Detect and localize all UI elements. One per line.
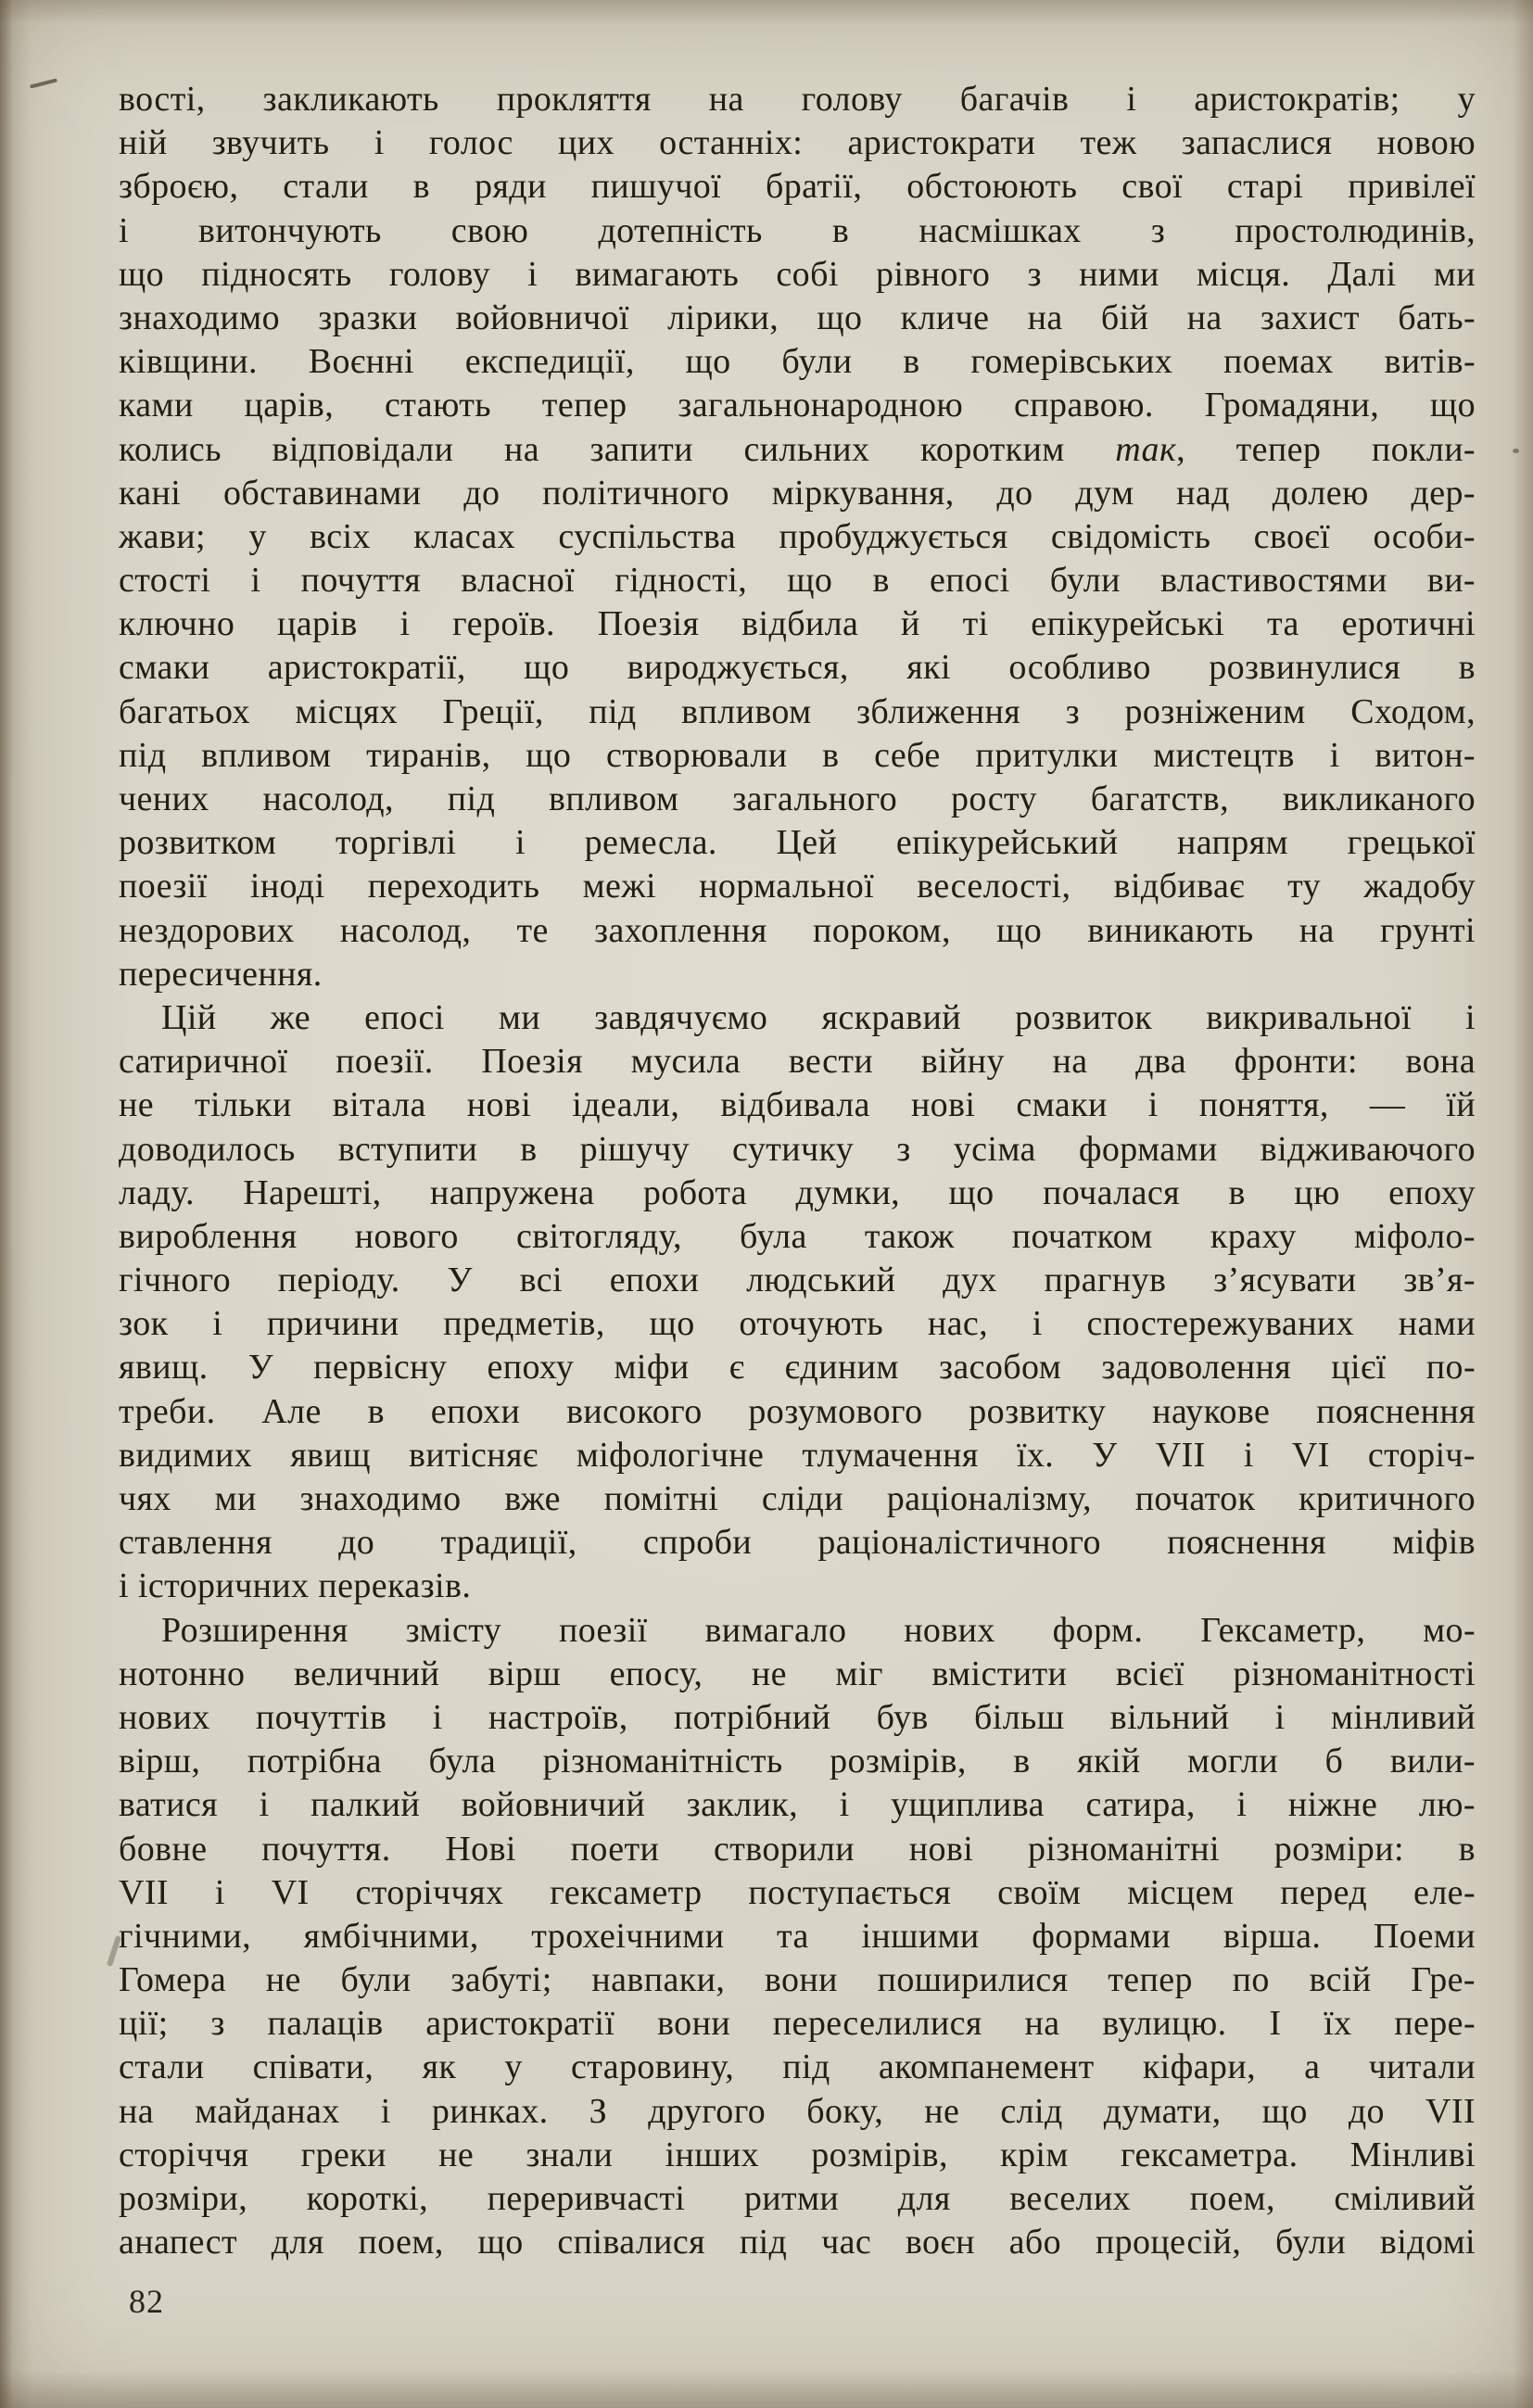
text-line: Цій же епосі ми завдячуємо яскравий розвиток викривальної і [161,997,1476,1037]
text-line: чях ми знаходимо вже помітні сліди раціоналізму, початок критичного [119,1479,1476,1518]
text-line: гічного періоду. У всі епохи людський дух прагнув з’ясувати зв’я- [119,1261,1476,1300]
text-line: доводилось вступити в рішучу сутичку з усіма формами відживаючого [119,1129,1476,1169]
text-line: VII і VI сторіччях гексаметр поступається своїм місцем перед еле- [119,1872,1476,1912]
text-line: бовне почуття. Нові поети створили нові різноманітні розміри: в [119,1829,1476,1869]
text-line: розвитком торгівлі і ремесла. Цей епікурейський напрям грецької [119,823,1476,863]
text-block [119,78,1476,2264]
text-line: анапест для поем, що співалися під час воєн або процесій, були відомі [119,2223,1476,2262]
text-line: вості, закликають прокляття на голову багачів і аристократів; у [119,80,1476,119]
text-line: не тільки вітала нові ідеали, відбивала нові смаки і поняття, — їй [119,1085,1476,1125]
text-line: поезії іноді переходить межі нормальної веселості, відбиває ту жадобу [119,867,1476,906]
text-line: багатьох місцях Греції, під впливом зближення з розніженим Сходом, [119,691,1476,731]
text-line: стали співати, як у старовину, під акомпанемент кіфари, а читали [119,2047,1476,2087]
text-line: що підносять голову і вимагають собі рівного з ними місця. Далі ми [119,254,1476,294]
text-line: явищ. У первісну епоху міфи є єдиним засобом задоволення цієї по- [119,1348,1476,1388]
text-line: під впливом тиранів, що створювали в себе притулки мистецтв і витон- [119,735,1476,775]
text-line: зок і причини предметів, що оточують нас, і спостережуваних нами [119,1304,1476,1344]
text-line: сторіччя греки не знали інших розмірів, крім гексаметра. Мінливі [119,2135,1476,2174]
text-line: Гомера не були забуті; навпаки, вони поширилися тепер по всій Гре- [119,1960,1476,2000]
text-line: ключно царів і героїв. Поезія відбила й ті епікурейські та еротичні [119,604,1476,644]
text-line: чених насолод, під впливом загального росту багатств, викликаного [119,779,1476,818]
text-line: нотонно величний вірш епосу, не міг вмістити всієї різноманітності [119,1654,1476,1693]
page-number: 82 [129,2283,164,2320]
text-line: на майданах і ринках. З другого боку, не слід думати, що до VII [119,2091,1476,2131]
pen-mark-artifact [30,78,57,88]
text-line: стості і почуття власної гідності, що в епосі були властивостями ви- [119,561,1476,601]
italic-word: так [1115,429,1177,469]
text-line: ками царів, стають тепер загальнонародною справою. Громадяни, що [119,386,1476,425]
text-line: розміри, короткі, переривчасті ритми для веселих поем, сміливий [119,2179,1476,2218]
text-line: ківщини. Воєнні експедиції, що були в гомерівських поемах витів- [119,342,1476,382]
text-line: колись відповідали на запити сильних коротким так, тепер покли- [119,429,1476,469]
text-line: і історичних переказів. [119,1566,472,1606]
text-line: кані обставинами до політичного міркування, до дум над долею дер- [119,473,1476,513]
text-line: гічними, ямбічними, трохеічними та іншими формами вірша. Поеми [119,1916,1476,1956]
text-line: смаки аристократії, що вироджується, які особливо розвинулися в [119,648,1476,688]
text-line: жави; у всіх класах суспільства пробуджується свідомість своєї особи- [119,516,1476,556]
text-line: нездорових насолод, те захоплення пороком, що виникають на грунті [119,910,1476,950]
text-line: зброєю, стали в ряди пишучої братії, обстоюють свої старі привілеї [119,167,1476,207]
text-line: знаходимо зразки войовничої лірики, що кличе на бій на захист бать- [119,298,1476,337]
text-line: треби. Але в епохи високого розумового розвитку наукове пояснення [119,1391,1476,1431]
text-line: видимих явищ витісняє міфологічне тлумачення їх. У VII і VI сторіч- [119,1435,1476,1475]
text-line: ній звучить і голос цих останніх: аристократи теж запаслися новою [119,123,1476,163]
text-line: вироблення нового світогляду, була також початком краху міфоло- [119,1216,1476,1256]
text-line: нових почуттів і настроїв, потрібний був більш вільний і мінливий [119,1697,1476,1737]
text-line: ції; з палаців аристократії вони переселилися на вулицю. І їх пере- [119,2004,1476,2044]
text-line: пересичення. [119,954,323,994]
text-line: і витончують свою дотепність в насмішках з простолюдинів, [119,210,1476,250]
text-line: ставлення до традиції, спроби раціоналістичного пояснення міфів [119,1523,1476,1563]
text-line: ладу. Нарешті, напружена робота думки, що почалася в цю епоху [119,1172,1476,1212]
text-line: сатиричної поезії. Поезія мусила вести війну на два фронти: вона [119,1042,1476,1082]
text-line: ватися і палкий войовничий заклик, і ущиплива сатира, і ніжне лю- [119,1785,1476,1825]
text-line: вірш, потрібна була різноманітність розмірів, в якій могли б вили- [119,1742,1476,1781]
ink-dot-artifact [1513,449,1519,453]
text-line: Розширення змісту поезії вимагало нових форм. Гексаметр, мо- [161,1610,1476,1650]
